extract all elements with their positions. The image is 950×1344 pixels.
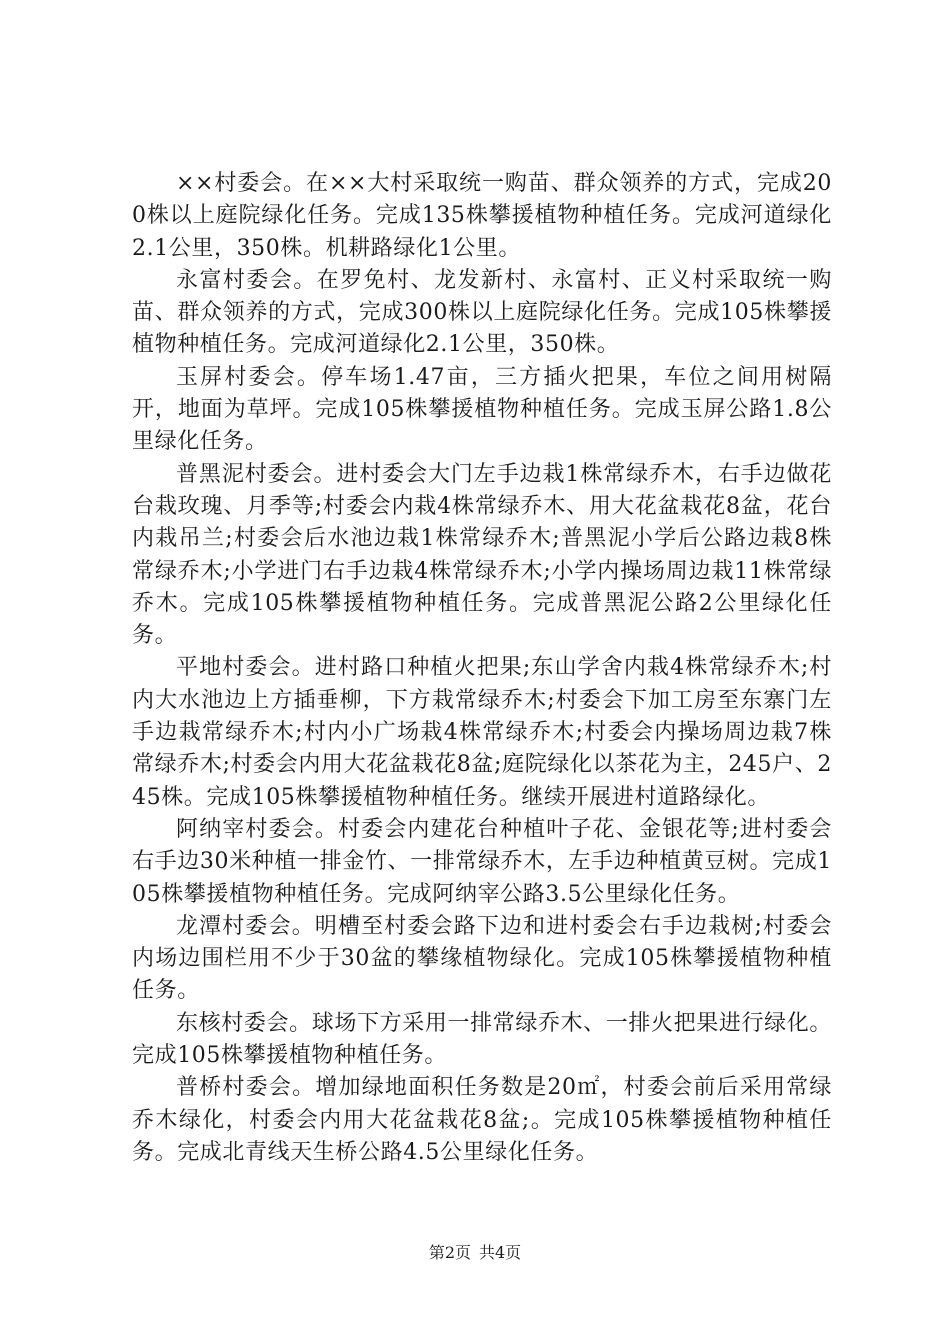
paragraph-donghe-village: 东核村委会。球场下方采用一排常绿乔木、一排火把果进行绿化。完成105株攀援植物种植任务。 bbox=[132, 1010, 832, 1069]
paragraph-puqiao-village: 普桥村委会。增加绿地面积任务数是20㎡，村委会前后采用常绿乔木绿化，村委会内用大花盆栽花8盆;。完成105株攀援植物种植任务。完成北青线天生桥公路4.5公里绿化任务。 bbox=[132, 1075, 832, 1165]
paragraph-pingdi-village: 平地村委会。进村路口种植火把果;东山学舍内栽4株常绿乔木;村内大水池边上方插垂柳，下方栽常绿乔木;村委会下加工房至东寨门左手边栽常绿乔木;村内小广场栽4株常绿乔木;村委会内操场周边栽7株常绿乔木;村委会内用大花盆栽花8盆;庭院绿化以茶花为主，245户、245株。完成105株攀援植物种植任务。继续开展进村道路绿化。 bbox=[132, 655, 832, 810]
page-footer bbox=[0, 1243, 950, 1263]
paragraph-puheini-village: 普黑泥村委会。进村委会大门左手边栽1株常绿乔木，右手边做花台栽玫瑰、月季等;村委会内栽4株常绿乔木、用大花盆栽花8盆，花台内栽吊兰;村委会后水池边栽1株常绿乔木;普黑泥小学后公路边栽8株常绿乔木;小学进门右手边栽4株常绿乔木;小学内操场周边栽11株常绿乔木。完成105株攀援植物种植任务。完成普黑泥公路2公里绿化任务。 bbox=[132, 461, 832, 649]
paragraph-yuping-village: 玉屏村委会。停车场1.47亩，三方插火把果，车位之间用树隔开，地面为草坪。完成105株攀援植物种植任务。完成玉屏公路1.8公里绿化任务。 bbox=[132, 364, 832, 455]
paragraph-longtan-village: 龙潭村委会。明槽至村委会路下边和进村委会右手边栽树;村委会内场边围栏用不少于30盆的攀缘植物绿化。完成105株攀援植物种植任务。 bbox=[132, 913, 832, 1004]
page-total: 共4页 bbox=[479, 1243, 522, 1262]
paragraph-anazai-village: 阿纳宰村委会。村委会内建花台种植叶子花、金银花等;进村委会右手边30米种植一排金竹、一排常绿乔木，左手边种植黄豆树。完成105株攀援植物种植任务。完成阿纳宰公路3.5公里绿化任务。 bbox=[132, 816, 832, 907]
page-number: 第2页 bbox=[428, 1243, 471, 1262]
paragraph-xx-village: ××村委会。在××大村采取统一购苗、群众领养的方式，完成200株以上庭院绿化任务。完成135株攀援植物种植任务。完成河道绿化2.1公里，350株。机耕路绿化1公里。 bbox=[132, 171, 832, 261]
document-body bbox=[132, 168, 832, 1169]
paragraph-yongfu-village: 永富村委会。在罗免村、龙发新村、永富村、正义村采取统一购苗、群众领养的方式，完成300株以上庭院绿化任务。完成105株攀援植物种植任务。完成河道绿化2.1公里，350株。 bbox=[132, 267, 832, 358]
